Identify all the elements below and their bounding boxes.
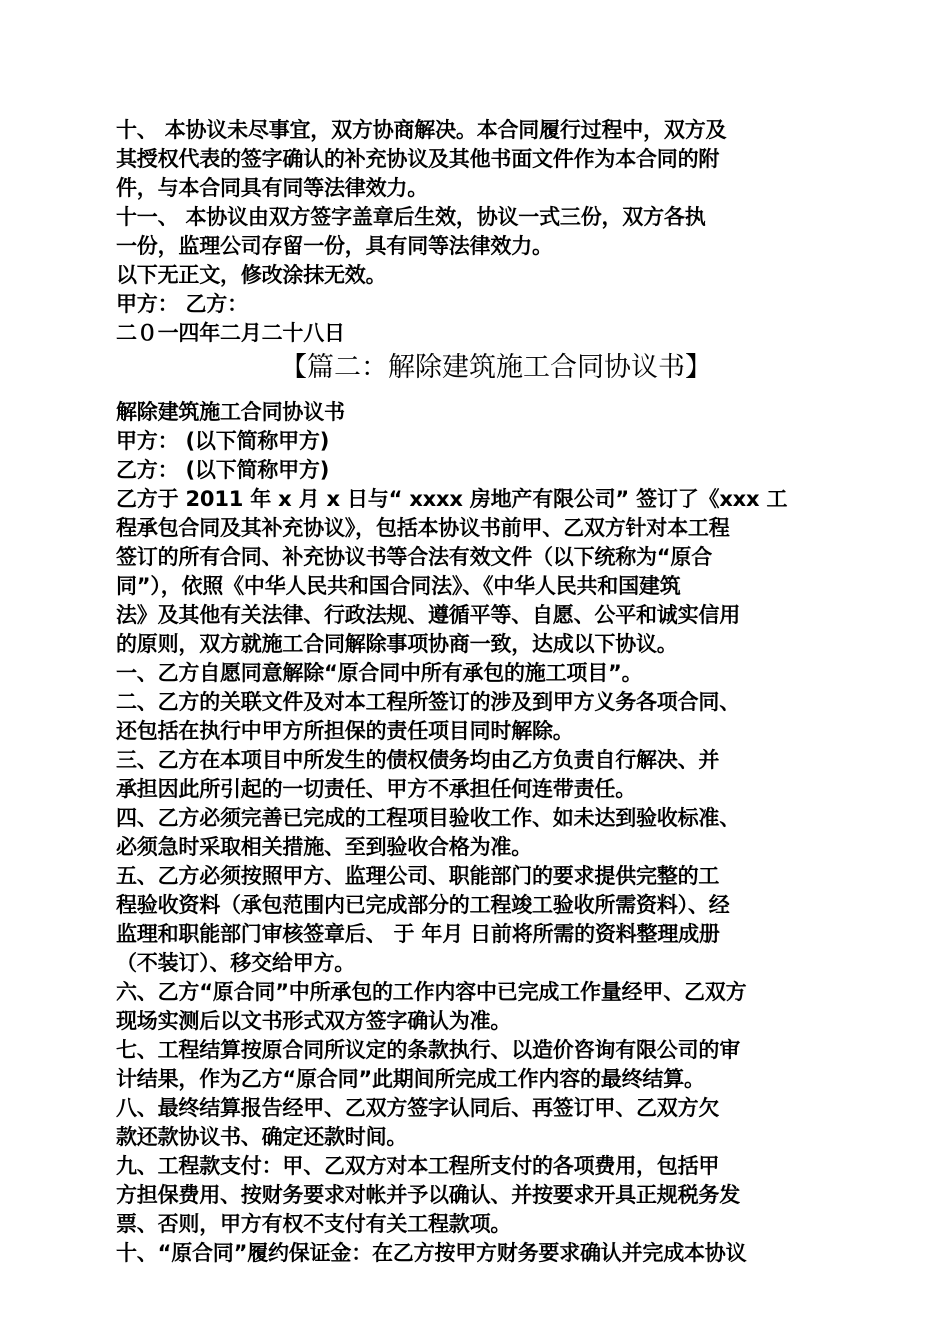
text-line: 程承包合同及其补充协议》，包括本协议书前甲、乙双方针对本工程 <box>116 516 730 540</box>
text-line: 承担因此所引起的一切责任、甲方不承担任何连带责任。 <box>116 777 636 801</box>
text-line: 十一、 本协议由双方签字盖章后生效，协议一式三份，双方各执 <box>116 205 706 229</box>
text-line: 乙方于 2011 年 x 月 x 日与“ xxxx 房地产有限公司” 签订了《xxx 工 <box>116 487 788 511</box>
text-line: 十、“原合同”履约保证金：在乙方按甲方财务要求确认并完成本协议 <box>116 1241 747 1265</box>
document-page <box>116 116 836 1268</box>
text-line: 程验收资料（承包范围内已完成部分的工程竣工验收所需资料）、经 <box>116 893 730 917</box>
text-line: 必须急时采取相关措施、至到验收合格为准。 <box>116 835 532 859</box>
date-line: 二０一四年二月二十八日 <box>116 321 345 345</box>
text-line: 七、工程结算按原合同所议定的条款执行、以造价咨询有限公司的审 <box>116 1038 740 1062</box>
text-line: 六、乙方“原合同”中所承包的工作内容中已完成工作量经甲、乙双方 <box>116 980 747 1004</box>
document-title: 解除建筑施工合同协议书 <box>116 400 345 424</box>
text-line: 五、乙方必须按照甲方、监理公司、职能部门的要求提供完整的工 <box>116 864 720 888</box>
text-line: 十、 本协议未尽事宜，双方协商解决。本合同履行过程中，双方及 <box>116 118 727 142</box>
text-line: 一份，监理公司存留一份，具有同等法律效力。 <box>116 234 553 258</box>
signature-line: 甲方： 乙方： <box>116 292 248 316</box>
text-line: 票、否则，甲方有权不支付有关工程款项。 <box>116 1212 512 1236</box>
text-line: 监理和职能部门审核签章后、 于 年月 日前将所需的资料整理成册 <box>116 922 720 946</box>
text-line: 其授权代表的签字确认的补充协议及其他书面文件作为本合同的附 <box>116 147 720 171</box>
party-b-line: 乙方： (以下简称甲方) <box>116 458 330 482</box>
party-a-line: 甲方： (以下简称甲方) <box>116 429 330 453</box>
text-line: 同”），依照《中华人民共和国合同法》、《中华人民共和国建筑 <box>116 574 681 598</box>
section-a <box>116 116 836 348</box>
text-line: 款还款协议书、确定还款时间。 <box>116 1125 408 1149</box>
text-line: 现场实测后以文书形式双方签字确认为准。 <box>116 1009 512 1033</box>
text-line: 签订的所有合同、补充协议书等合法有效文件（以下统称为“原合 <box>116 545 712 569</box>
text-line: 一、乙方自愿同意解除“原合同中所有承包的施工项目”。 <box>116 661 643 685</box>
text-line: 九、工程款支付：甲、乙双方对本工程所支付的各项费用，包括甲 <box>116 1154 720 1178</box>
section-heading: 【篇二：解除建筑施工合同协议书】 <box>280 352 712 383</box>
text-line: 还包括在执行中甲方所担保的责任项目同时解除。 <box>116 719 574 743</box>
text-line: 的原则，双方就施工合同解除事项协商一致，达成以下协议。 <box>116 632 678 656</box>
text-line: 八、最终结算报告经甲、乙双方签字认同后、再签订甲、乙双方欠 <box>116 1096 720 1120</box>
text-line: 方担保费用、按财务要求对帐并予以确认、并按要求开具正规税务发 <box>116 1183 740 1207</box>
text-line: 四、乙方必须完善已完成的工程项目验收工作、如未达到验收标准、 <box>116 806 740 830</box>
text-line: 二、乙方的关联文件及对本工程所签订的涉及到甲方义务各项合同、 <box>116 690 740 714</box>
text-line: 法》及其他有关法律、行政法规、遵循平等、自愿、公平和诚实信用 <box>116 603 740 627</box>
text-line: 三、乙方在本项目中所发生的债权债务均由乙方负责自行解决、并 <box>116 748 720 772</box>
text-line: 计结果，作为乙方“原合同”此期间所完成工作内容的最终结算。 <box>116 1067 705 1091</box>
text-line: 件，与本合同具有同等法律效力。 <box>116 176 428 200</box>
section-b <box>116 398 836 1268</box>
text-line: 以下无正文，修改涂抹无效。 <box>116 263 387 287</box>
text-line: （不装订）、移交给甲方。 <box>116 951 356 975</box>
